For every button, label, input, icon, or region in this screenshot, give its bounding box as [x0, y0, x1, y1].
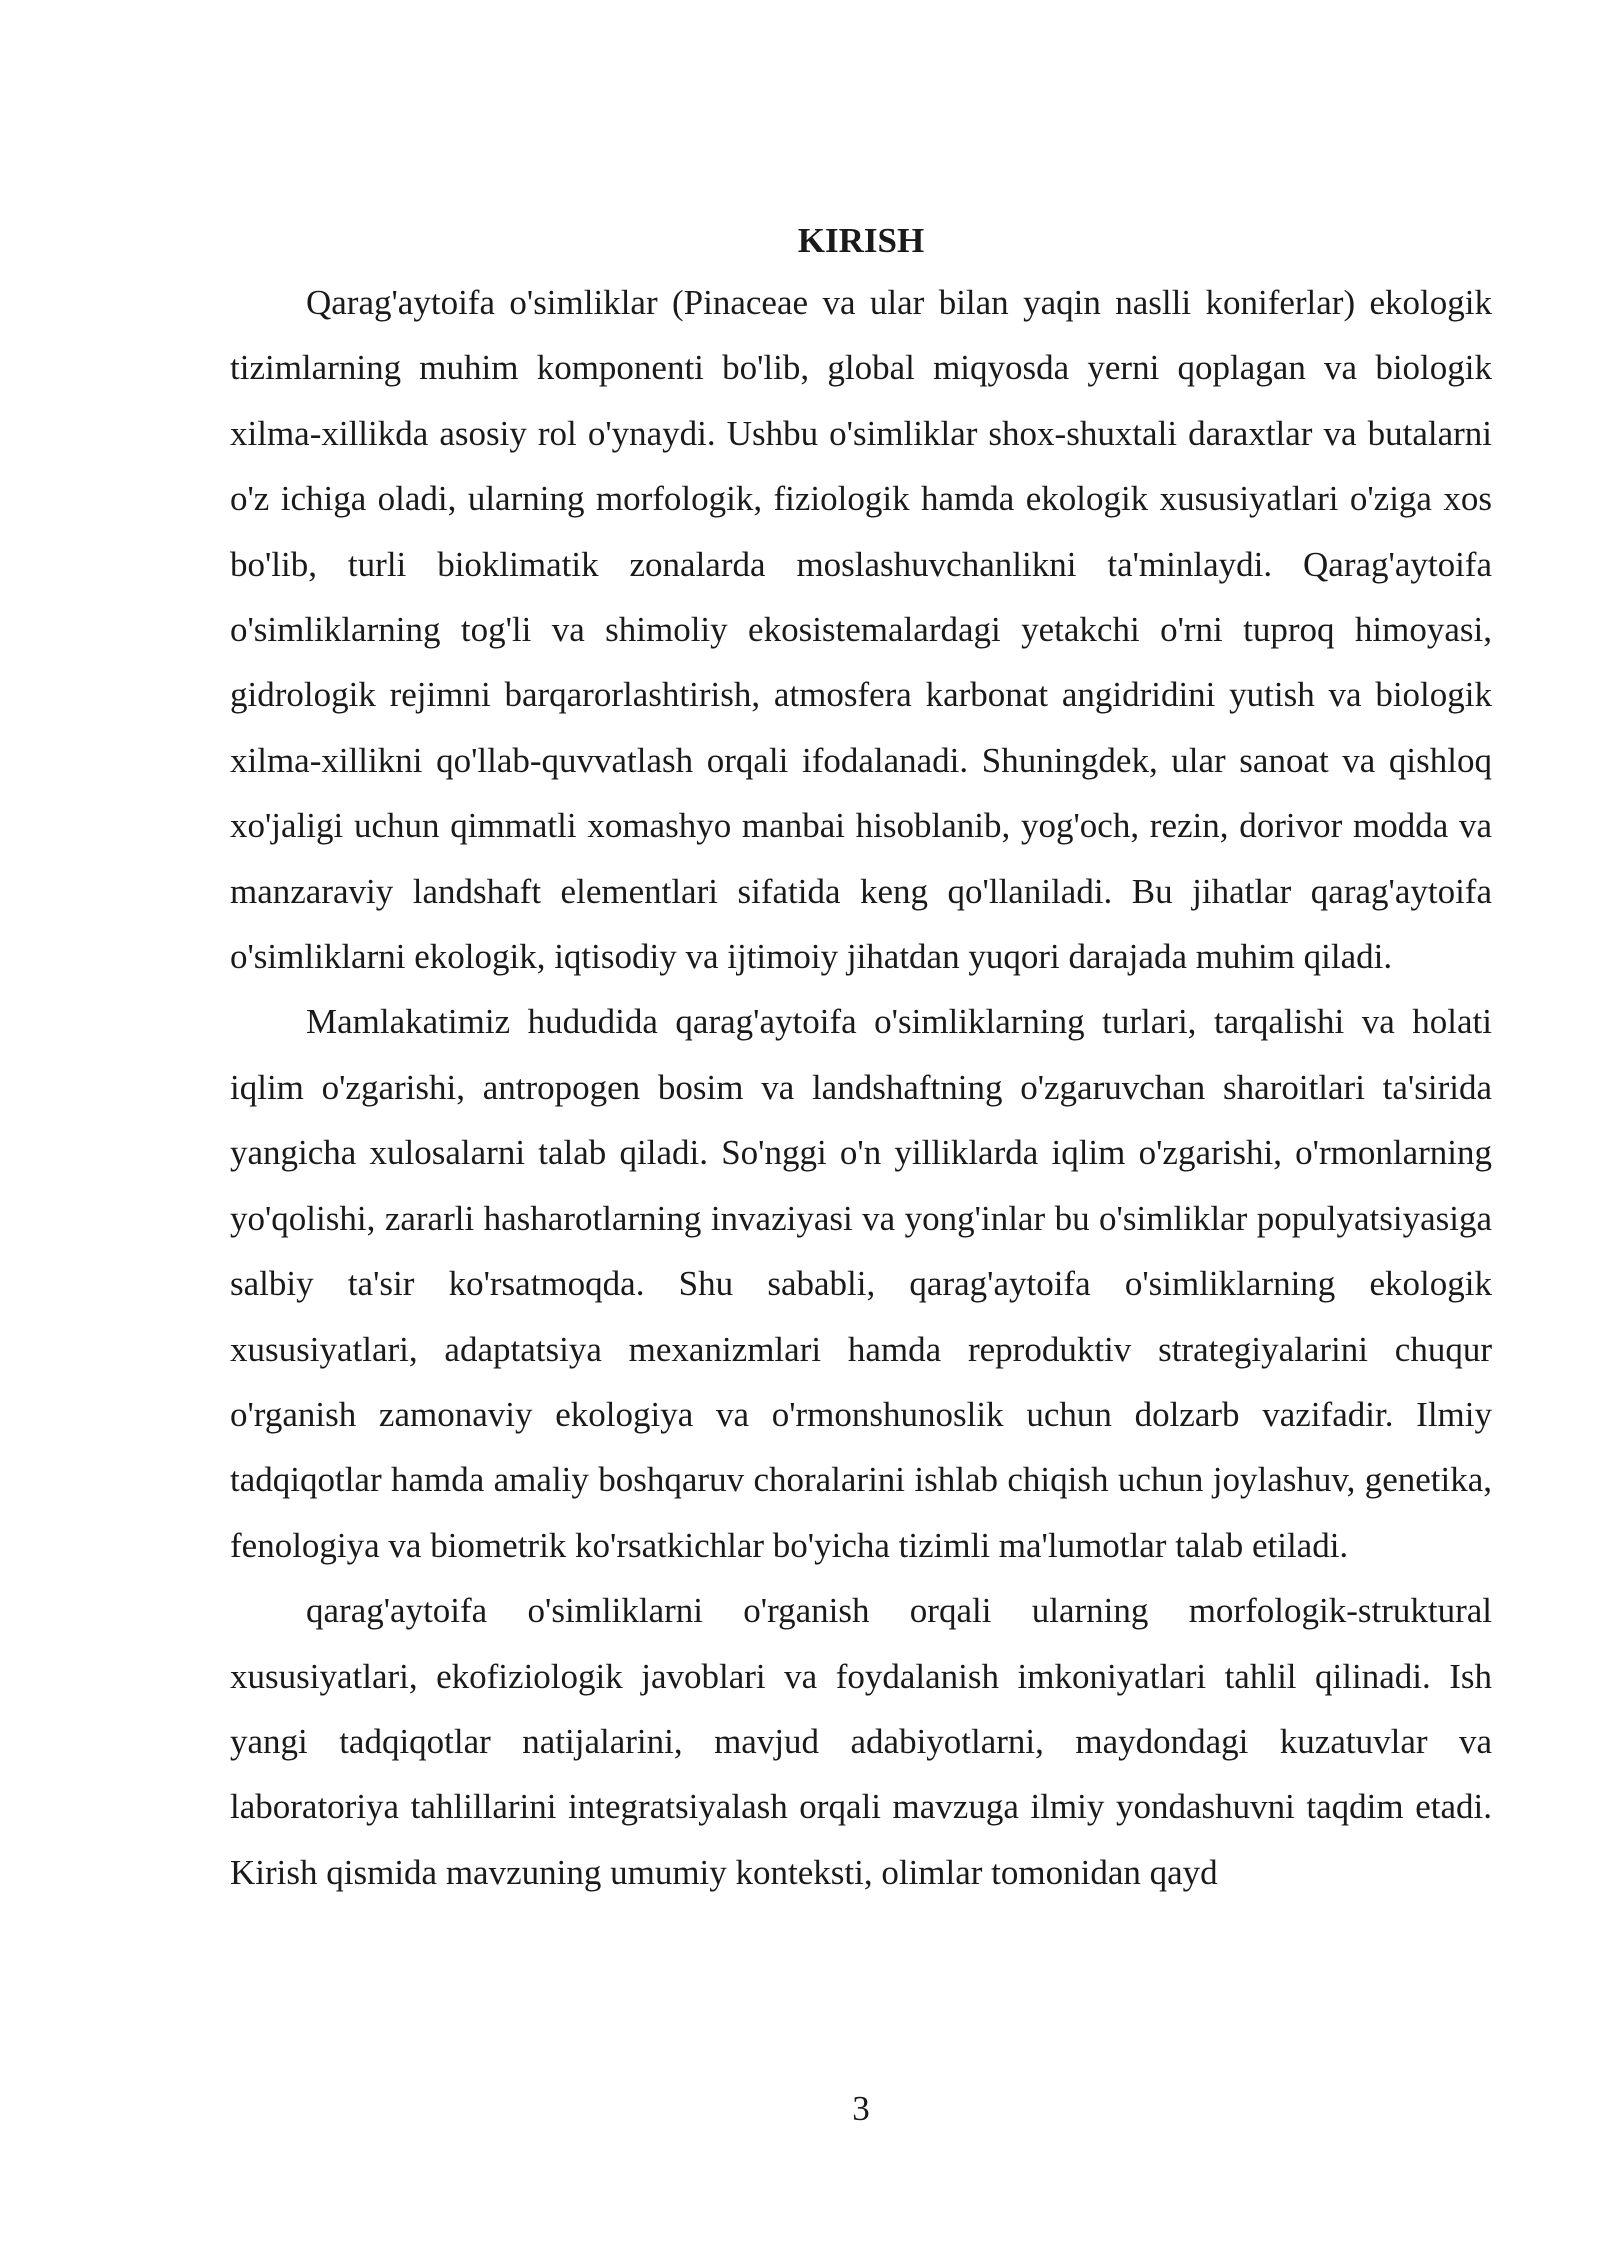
section-heading: KIRISH: [797, 221, 925, 260]
page-body: [230, 212, 1492, 1905]
paragraph-1: Qarag'aytoifa o'simliklar (Pinaceae va ular bilan yaqin naslli koniferlar) ekologik tizimlarning muhim komponenti bo'lib, global miqyosda yerni qoplagan va biologik xilma-xillikda asosiy rol o'ynaydi. Ushbu o'simliklar shox-shuxtali daraxtlar va butalarni o'z ichiga oladi, ularning morfologik, fiziologik hamda ekologik xususiyatlari o'ziga xos bo'lib, turli bioklimatik zonalarda moslashuvchanlikni ta'minlaydi. Qarag'aytoifa o'simliklarning tog'li va shimoliy ekosistemalardagi yetakchi o'rni tuproq himoyasi, gidrologik rejimni barqarorlashtirish, atmosfera karbonat angidridini yutish va biologik xilma-xillikni qo'llab-quvvatlash orqali ifodalanadi. Shuningdek, ular sanoat va qishloq xo'jaligi uchun qimmatli xomashyo manbai hisoblanib, yog'och, rezin, dorivor modda va manzaraviy landshaft elementlari sifatida keng qo'llaniladi. Bu jihatlar qarag'aytoifa o'simliklarni ekologik, iqtisodiy va ijtimoiy jihatdan yuqori darajada muhim qiladi.: [230, 283, 1492, 977]
page-number: 3: [852, 2089, 870, 2128]
paragraph-2: Mamlakatimiz hududida qarag'aytoifa o'simliklarning turlari, tarqalishi va holati iqlim o'zgarishi, antropogen bosim va landshaftning o'zgaruvchan sharoitlari ta'sirida yangicha xulosalarni talab qiladi. So'nggi o'n yilliklarda iqlim o'zgarishi, o'rmonlarning yo'qolishi, zararli hasharotlarning invaziyasi va yong'inlar bu o'simliklar populyatsiyasiga salbiy ta'sir ko'rsatmoqda. Shu sababli, qarag'aytoifa o'simliklarning ekologik xususiyatlari, adaptatsiya mexanizmlari hamda reproduktiv strategiyalarini chuqur o'rganish zamonaviy ekologiya va o'rmonshunoslik uchun dolzarb vazifadir. Ilmiy tadqiqotlar hamda amaliy boshqaruv choralarini ishlab chiqish uchun joylashuv, genetika, fenologiya va biometrik ko'rsatkichlar bo'yicha tizimli ma'lumotlar talab etiladi.: [230, 1002, 1492, 1565]
paragraph-3: qarag'aytoifa o'simliklarni o'rganish orqali ularning morfologik-struktural xususiyatlari, ekofiziologik javoblari va foydalanish imkoniyatlari tahlil qilinadi. Ish yangi tadqiqotlar natijalarini, mavjud adabiyotlarni, maydondagi kuzatuvlar va laboratoriya tahlillarini integratsiyalash orqali mavzuga ilmiy yondashuvni taqdim etadi. Kirish qismida mavzuning umumiy konteksti, olimlar tomonidan qayd: [230, 1591, 1492, 1892]
